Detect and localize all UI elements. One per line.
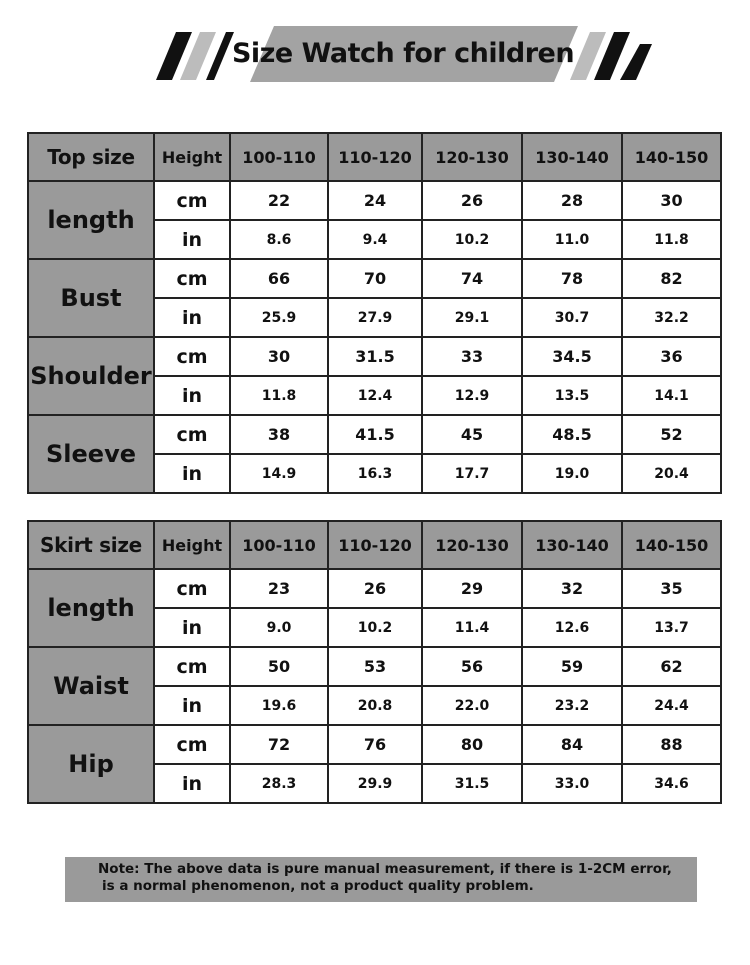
value-cell: 10.2	[328, 608, 422, 647]
value-cell: 22	[230, 181, 328, 220]
value-cell: 38	[230, 415, 328, 454]
measure-name: Hip	[28, 725, 154, 803]
value-cell: 12.6	[522, 608, 622, 647]
value-cell: 14.9	[230, 454, 328, 493]
value-cell: 11.8	[622, 220, 721, 259]
height-range: 100-110	[230, 521, 328, 569]
measurement-note	[65, 857, 697, 902]
height-range: 120-130	[422, 133, 522, 181]
measure-name: Waist	[28, 647, 154, 725]
value-cell: 29	[422, 569, 522, 608]
header-row	[28, 521, 721, 569]
value-cell: 12.9	[422, 376, 522, 415]
height-range: 120-130	[422, 521, 522, 569]
value-cell: 70	[328, 259, 422, 298]
value-cell: 30	[622, 181, 721, 220]
value-cell: 62	[622, 647, 721, 686]
value-cell: 25.9	[230, 298, 328, 337]
value-cell: 31.5	[328, 337, 422, 376]
value-cell: 52	[622, 415, 721, 454]
value-cell: 20.4	[622, 454, 721, 493]
unit-label: cm	[154, 337, 230, 376]
top-size-table	[27, 132, 722, 494]
unit-label: in	[154, 298, 230, 337]
value-cell: 23.2	[522, 686, 622, 725]
table-title: Skirt size	[28, 521, 154, 569]
value-cell: 24.4	[622, 686, 721, 725]
height-range: 130-140	[522, 133, 622, 181]
header-row	[28, 133, 721, 181]
value-cell: 29.1	[422, 298, 522, 337]
measure-name: Sleeve	[28, 415, 154, 493]
height-range: 100-110	[230, 133, 328, 181]
value-cell: 23	[230, 569, 328, 608]
height-label: Height	[154, 133, 230, 181]
value-cell: 82	[622, 259, 721, 298]
value-cell: 11.8	[230, 376, 328, 415]
value-cell: 53	[328, 647, 422, 686]
value-cell: 9.0	[230, 608, 328, 647]
value-cell: 17.7	[422, 454, 522, 493]
measure-row-cm	[28, 259, 721, 298]
value-cell: 13.7	[622, 608, 721, 647]
height-range: 110-120	[328, 521, 422, 569]
value-cell: 33.0	[522, 764, 622, 803]
height-range: 140-150	[622, 133, 721, 181]
measure-name: Bust	[28, 259, 154, 337]
measure-name: length	[28, 181, 154, 259]
height-range: 140-150	[622, 521, 721, 569]
skirt-size-table	[27, 520, 722, 804]
value-cell: 84	[522, 725, 622, 764]
value-cell: 13.5	[522, 376, 622, 415]
height-range: 130-140	[522, 521, 622, 569]
value-cell: 88	[622, 725, 721, 764]
value-cell: 76	[328, 725, 422, 764]
value-cell: 9.4	[328, 220, 422, 259]
value-cell: 29.9	[328, 764, 422, 803]
value-cell: 12.4	[328, 376, 422, 415]
value-cell: 32	[522, 569, 622, 608]
value-cell: 45	[422, 415, 522, 454]
measure-name: Shoulder	[28, 337, 154, 415]
value-cell: 56	[422, 647, 522, 686]
measure-row-cm	[28, 181, 721, 220]
value-cell: 8.6	[230, 220, 328, 259]
unit-label: cm	[154, 647, 230, 686]
value-cell: 66	[230, 259, 328, 298]
value-cell: 31.5	[422, 764, 522, 803]
value-cell: 16.3	[328, 454, 422, 493]
measure-row-cm	[28, 337, 721, 376]
value-cell: 59	[522, 647, 622, 686]
unit-label: in	[154, 220, 230, 259]
value-cell: 28	[522, 181, 622, 220]
value-cell: 19.0	[522, 454, 622, 493]
value-cell: 80	[422, 725, 522, 764]
unit-label: in	[154, 764, 230, 803]
value-cell: 35	[622, 569, 721, 608]
value-cell: 41.5	[328, 415, 422, 454]
value-cell: 30	[230, 337, 328, 376]
unit-label: in	[154, 686, 230, 725]
value-cell: 24	[328, 181, 422, 220]
unit-label: cm	[154, 725, 230, 764]
measure-name: length	[28, 569, 154, 647]
value-cell: 22.0	[422, 686, 522, 725]
value-cell: 11.4	[422, 608, 522, 647]
height-range: 110-120	[328, 133, 422, 181]
value-cell: 10.2	[422, 220, 522, 259]
table-title: Top size	[28, 133, 154, 181]
value-cell: 36	[622, 337, 721, 376]
measure-row-cm	[28, 647, 721, 686]
value-cell: 34.5	[522, 337, 622, 376]
unit-label: in	[154, 454, 230, 493]
height-label: Height	[154, 521, 230, 569]
value-cell: 50	[230, 647, 328, 686]
unit-label: cm	[154, 259, 230, 298]
value-cell: 27.9	[328, 298, 422, 337]
value-cell: 19.6	[230, 686, 328, 725]
note-line-1: Note: The above data is pure manual measurement, if there is 1-2CM error,	[98, 861, 672, 877]
value-cell: 30.7	[522, 298, 622, 337]
unit-label: cm	[154, 415, 230, 454]
unit-label: in	[154, 608, 230, 647]
value-cell: 48.5	[522, 415, 622, 454]
measure-row-cm	[28, 415, 721, 454]
value-cell: 26	[422, 181, 522, 220]
value-cell: 74	[422, 259, 522, 298]
value-cell: 72	[230, 725, 328, 764]
value-cell: 14.1	[622, 376, 721, 415]
note-line-2: is a normal phenomenon, not a product quality problem.	[102, 878, 534, 894]
value-cell: 32.2	[622, 298, 721, 337]
value-cell: 34.6	[622, 764, 721, 803]
value-cell: 26	[328, 569, 422, 608]
value-cell: 78	[522, 259, 622, 298]
value-cell: 33	[422, 337, 522, 376]
measure-row-cm	[28, 725, 721, 764]
unit-label: cm	[154, 569, 230, 608]
value-cell: 28.3	[230, 764, 328, 803]
page-title: Size Watch for children	[231, 37, 575, 69]
measure-row-cm	[28, 569, 721, 608]
unit-label: cm	[154, 181, 230, 220]
value-cell: 20.8	[328, 686, 422, 725]
value-cell: 11.0	[522, 220, 622, 259]
unit-label: in	[154, 376, 230, 415]
